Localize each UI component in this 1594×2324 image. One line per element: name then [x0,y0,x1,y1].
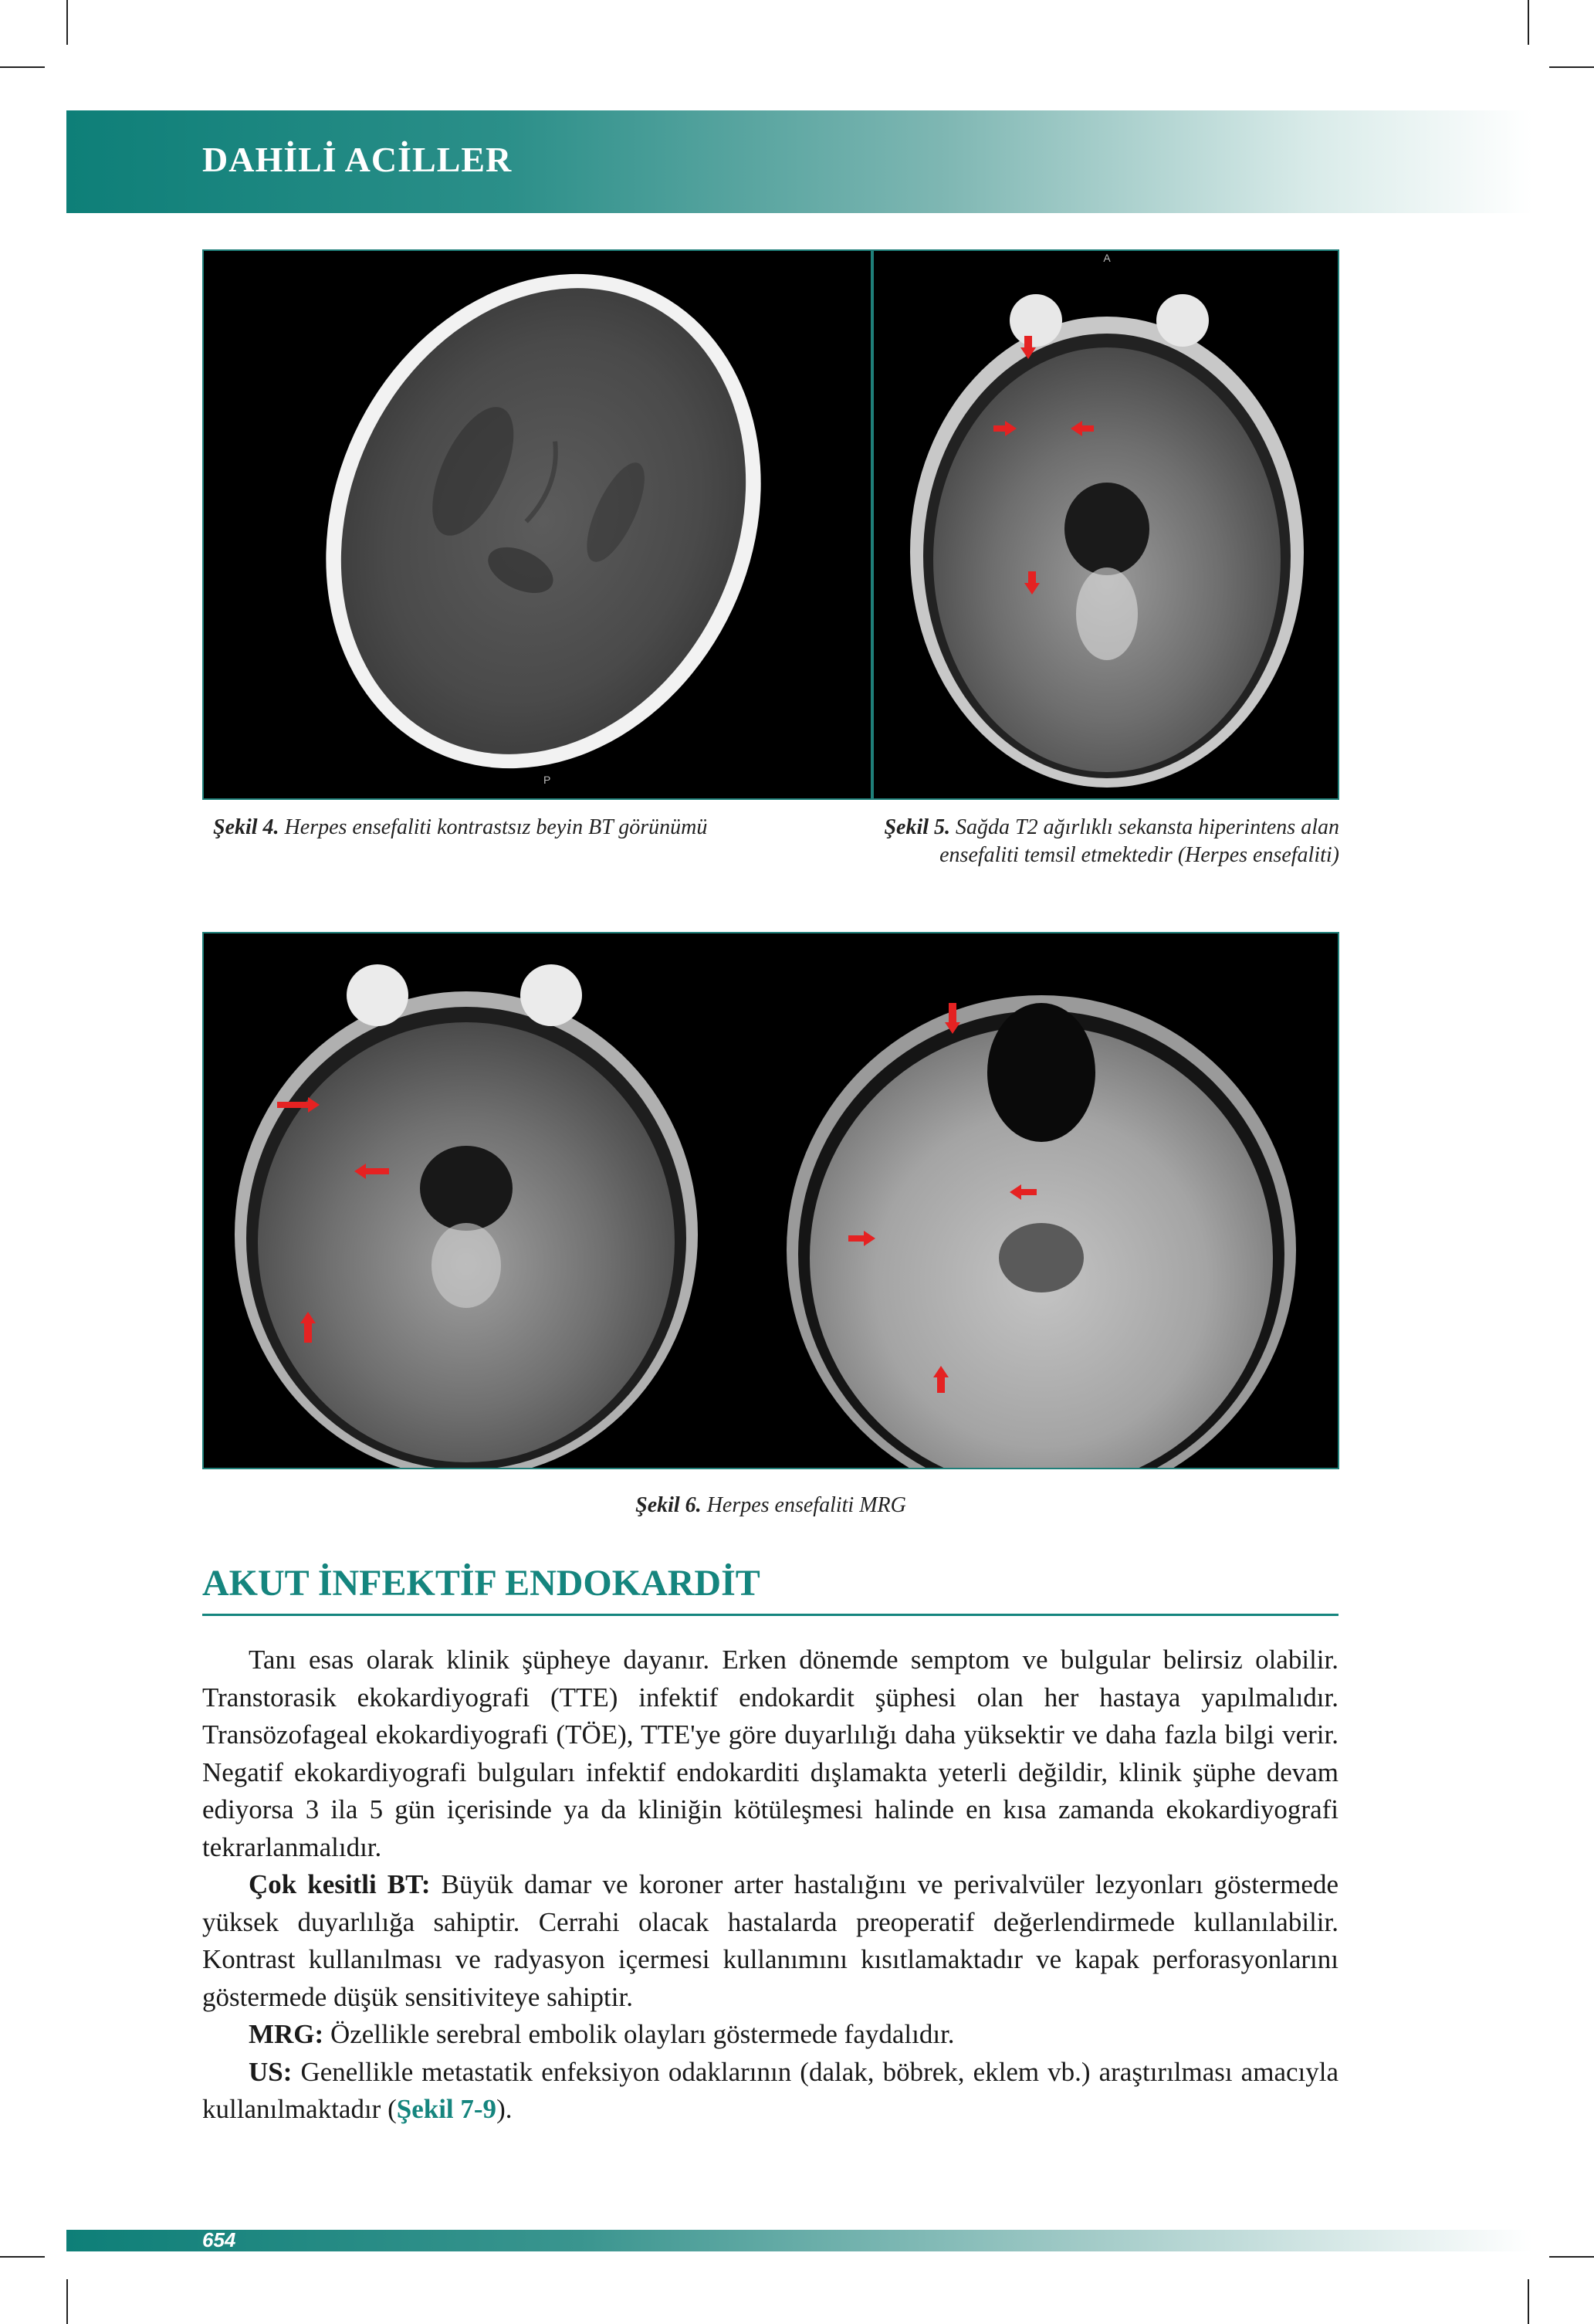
paragraph-4-text: Genellikle metastatik enfeksiyon odaklarının (dalak, böbrek, eklem vb.) araştırılması amacıyla kullanılmaktadır ( [202,2056,1338,2124]
ct-orientation-marker: P [543,774,551,786]
paragraph-3-label: MRG: [249,2019,324,2049]
crop-mark-tr-h [1549,66,1594,68]
figure-6-label: Şekil 6. [635,1493,702,1517]
figure-6-caption-text: Herpes ensefaliti MRG [706,1493,906,1517]
footer-band [66,2230,1533,2251]
figure-4-label: Şekil 4. [213,815,279,839]
figure-reference-link[interactable]: Şekil 7-9 [396,2094,497,2124]
figure-6-caption [202,1492,1339,1519]
running-header-title: DAHİLİ ACİLLER [202,140,513,179]
crop-mark-tr-v [1528,0,1529,45]
ct-scan-illustration [204,251,872,800]
crop-mark-bl-v [66,2279,68,2324]
figure-5-mri-image [872,249,1339,800]
crop-mark-bl-h [0,2256,45,2258]
section-divider [202,1614,1338,1616]
mri-orientation-marker: A [1103,252,1111,264]
mri-t2-illustration [874,251,1339,800]
figure-5-label: Şekil 5. [884,815,950,839]
paragraph-3-text: Özellikle serebral embolik olayları göstermede faydalıdır. [323,2019,955,2049]
paragraph-1: Tanı esas olarak klinik şüpheye dayanır. Erken dönemde semptom ve bulgular belirsiz olabilir. Transtorasik ekokardiyografi (TTE) infektif endokardit şüphesi olan her hastaya yapılmalıdır. Transözofageal ekokardiyografi (TÖE), TTE'ye göre duyarlılığı daha yüksektir ve daha fazla bilgi verir. Negatif ekokardiyografi bulguları infektif endokarditi dışlamakta yeterli değildir, klinik şüphe devam ediyorsa 3 ila 5 gün içerisinde ya da kliniğin kötüleşmesi halinde en kısa zamanda ekokardiyografi tekrarlanmalıdır. [202,1645,1338,1862]
page-number: 654 [202,2228,236,2251]
paragraph-2-text: Büyük damar ve koroner arter hastalığını ve perivalvüler lezyonları göstermede yüksek duyarlılığa sahiptir. Cerrahi olacak hastalarda preoperatif değerlendirmede kullanılabilir. Kontrast kullanılması ve radyasyon içermesi kullanımını kısıtlamaktadır ve kapak perforasyonlarını göstermede düşük sensitiviteye sahiptir. [202,1869,1338,2012]
crop-mark-br-h [1549,2256,1594,2258]
crop-mark-tl-v [66,0,68,45]
paragraph-3 [202,2016,1338,2054]
paragraph-4-label: US: [249,2056,293,2087]
paragraph-4-end: ). [496,2094,513,2124]
figure-4-caption [213,814,846,842]
figure-6-mri-images [202,932,1339,1469]
body-text [202,1641,1338,2129]
paragraph-4 [202,2054,1338,2129]
paragraph-2 [202,1866,1338,2016]
crop-mark-br-v [1528,2279,1529,2324]
section-title: AKUT İNFEKTİF ENDOKARDİT [202,1563,760,1604]
figure-5-caption-text: Sağda T2 ağırlıklı sekansta hiperintens alan ensefaliti temsil etmektedir (Herpes ensefaliti) [939,815,1339,867]
mri-pair-illustration [204,933,1339,1469]
figure-4-caption-text: Herpes ensefaliti kontrastsız beyin BT görünümü [284,815,708,839]
figure-4-ct-image [202,249,872,800]
figure-5-caption [876,814,1339,869]
crop-mark-tl-h [0,66,45,68]
paragraph-2-label: Çok kesitli BT: [249,1869,431,1899]
